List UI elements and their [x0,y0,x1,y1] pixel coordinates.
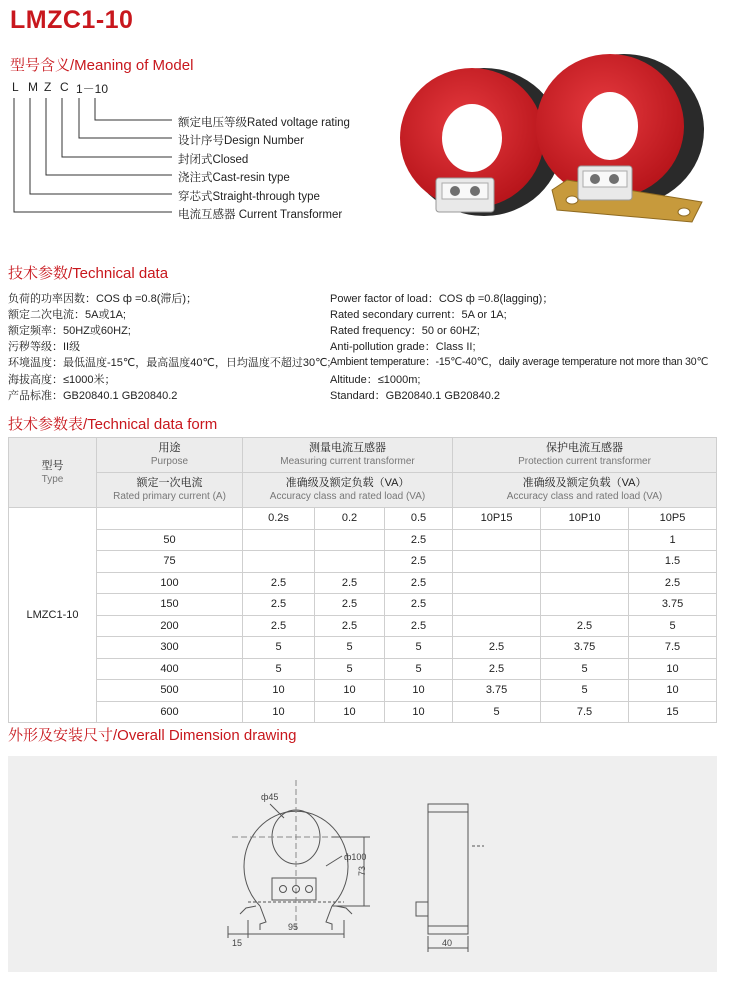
product-photo [392,50,722,240]
class-blank [97,508,243,530]
table-cell: 2.5 [315,615,385,637]
table-row [9,637,717,659]
type-en: Type [41,473,64,485]
table-cell: 400 [97,658,243,680]
table-cell: 5 [629,615,717,637]
table-cell: 500 [97,680,243,702]
measuring-header [243,438,453,473]
table-cell: 5 [385,658,453,680]
td-left-6: 产品标准：GB20840.1 GB20840.2 [8,390,178,402]
dim-15: 15 [232,938,243,948]
table-cell: 10 [243,701,315,723]
table-cell: 2.5 [541,615,629,637]
accuracy-cn: 准确级及额定负载（VA） [285,477,410,489]
model-line-voltage: 额定电压等级Rated voltage rating [178,117,350,129]
dim-phi45: ф45 [261,792,279,802]
table-cell: 2.5 [385,529,453,551]
table-cell [541,551,629,573]
class-cell: 10P15 [453,508,541,530]
table-cell [453,615,541,637]
dimension-heading: 外形及安装尺寸/Overall Dimension drawing [8,727,297,744]
primary-cn: 额定一次电流 [136,477,203,489]
dim-73: 73 [357,865,368,877]
td-left-0: 负荷的功率因数：COS ф =0.8(滞后)； [8,293,198,305]
measuring-en: Measuring current transformer [280,456,415,467]
table-cell: 2.5 [385,594,453,616]
table-cell: 2.5 [385,551,453,573]
td-right-6: Standard：GB20840.1 GB20840.2 [330,390,501,402]
technical-data-heading: 技术参数/Technical data [8,265,169,282]
class-cell: 10P5 [629,508,717,530]
accuracy-cn: 准确级及额定负载（VA） [522,477,647,489]
letter-suffix: 1－10 [76,82,109,96]
accuracy-en: Accuracy class and rated load (VA) [269,491,426,502]
table-cell: 5 [385,637,453,659]
td-right-4: Ambient temperature：-15℃-40℃，daily average temperature not more than 30℃ [330,356,709,368]
table-row [9,658,717,680]
table-cell: 75 [97,551,243,573]
table-cell [243,529,315,551]
header-row-accuracy [9,473,717,508]
table-row [9,594,717,616]
table-cell [453,529,541,551]
table-row [9,529,717,551]
table-cell [315,551,385,573]
table-row [9,680,717,702]
class-row [9,508,717,530]
dim-95: 95 [288,922,299,932]
model-line-straight: 穿芯式Straight-through type [178,191,320,203]
table-row [9,615,717,637]
table-cell: 2.5 [315,572,385,594]
purpose-header [97,438,243,473]
model-meaning-heading: 型号含义/Meaning of Model [10,57,194,74]
type-cn: 型号 [41,459,64,472]
td-left-5: 海拔高度：≤1000米； [8,374,116,386]
letter-m: M [28,80,38,94]
table-cell: 300 [97,637,243,659]
model-line-cast-resin: 浇注式Cast-resin type [178,172,290,184]
td-left-3: 污秽等级：II级 [8,341,81,353]
table-cell: 2.5 [453,637,541,659]
class-cell: 0.2s [243,508,315,530]
purpose-cn: 用途 [158,442,181,454]
accuracy-en: Accuracy class and rated load (VA) [506,491,663,502]
primary-header [97,473,243,508]
measuring-cn: 测量电流互感器 [309,442,387,454]
dimension-drawing-panel [8,756,717,972]
table-cell: 2.5 [629,572,717,594]
class-cell: 0.2 [315,508,385,530]
table-cell: 7.5 [541,701,629,723]
table-cell: 5 [315,658,385,680]
table-cell: 10 [385,701,453,723]
primary-en: Rated primary current (A) [113,491,226,502]
table-cell: 2.5 [453,658,541,680]
accuracy-header-measuring [243,473,453,508]
table-cell [453,572,541,594]
td-right-1: Rated secondary current：5A or 1A; [330,309,507,321]
table-cell: 5 [243,637,315,659]
table-cell: 5 [541,680,629,702]
table-cell: 2.5 [385,572,453,594]
dim-40: 40 [442,938,453,948]
ct-right-image [536,54,704,222]
table-cell: 7.5 [629,637,717,659]
protection-en: Protection current transformer [518,456,651,467]
dimension-drawing [8,756,717,972]
model-line-closed: 封闭式Closed [178,154,249,166]
table-row [9,551,717,573]
td-right-3: Anti-pollution grade：Class II; [330,341,476,353]
table-cell: 5 [315,637,385,659]
table-cell: 10 [385,680,453,702]
table-row [9,701,717,723]
type-header [9,438,97,508]
table-cell: 600 [97,701,243,723]
td-right-0: Power factor of load：COS ф =0.8(lagging)； [330,293,554,305]
table-cell [541,529,629,551]
table-cell: 3.75 [541,637,629,659]
table-cell: 10 [315,680,385,702]
spec-table [8,437,717,723]
table-cell: 3.75 [629,594,717,616]
table-cell: 2.5 [385,615,453,637]
model-line-ct: 电流互感器 Current Transformer [178,209,343,221]
table-cell: 2.5 [243,572,315,594]
purpose-en: Purpose [150,456,189,467]
table-cell [453,594,541,616]
table-cell: 10 [629,680,717,702]
header-row-purpose [9,438,717,473]
table-cell: 2.5 [315,594,385,616]
ct-left-image [400,68,562,216]
td-right-5: Altitude：≤1000m; [330,374,421,386]
td-left-1: 额定二次电流：5A或1A; [8,309,126,321]
dim-phi100: ф100 [344,852,367,862]
table-cell: 5 [243,658,315,680]
table-cell: 2.5 [243,594,315,616]
accuracy-header-protection [453,473,717,508]
table-cell: 10 [629,658,717,680]
table-cell: 100 [97,572,243,594]
table-cell: 2.5 [243,615,315,637]
protection-header [453,438,717,473]
table-cell: 1.5 [629,551,717,573]
model-line-design: 设计序号Design Number [178,135,304,147]
model-bracket-lines [0,0,200,230]
table-cell: 5 [541,658,629,680]
table-cell [243,551,315,573]
class-cell: 10P10 [541,508,629,530]
table-cell [541,594,629,616]
table-row [9,572,717,594]
table-cell: 50 [97,529,243,551]
table-cell: 15 [629,701,717,723]
letter-z: Z [44,80,52,94]
table-cell: 5 [453,701,541,723]
protection-cn: 保护电流互感器 [546,442,624,454]
letter-l: L [12,80,19,94]
td-right-2: Rated frequency：50 or 60HZ; [330,325,480,337]
table-cell [541,572,629,594]
table-cell: 200 [97,615,243,637]
table-cell: 3.75 [453,680,541,702]
page-title: LMZC1-10 [10,6,134,34]
model-cell: LMZC1-10 [9,508,97,723]
td-left-4: 环境温度：最低温度-15℃，最高温度40℃，日均温度不超过30℃; [8,357,331,369]
table-cell: 10 [315,701,385,723]
table-cell: 1 [629,529,717,551]
class-cell: 0.5 [385,508,453,530]
table-cell: 150 [97,594,243,616]
table-cell [315,529,385,551]
table-cell [453,551,541,573]
data-form-heading: 技术参数表/Technical data form [8,416,218,433]
table-cell: 10 [243,680,315,702]
td-left-2: 额定频率：50HZ或60HZ; [8,325,131,337]
letter-c: C [60,80,69,94]
